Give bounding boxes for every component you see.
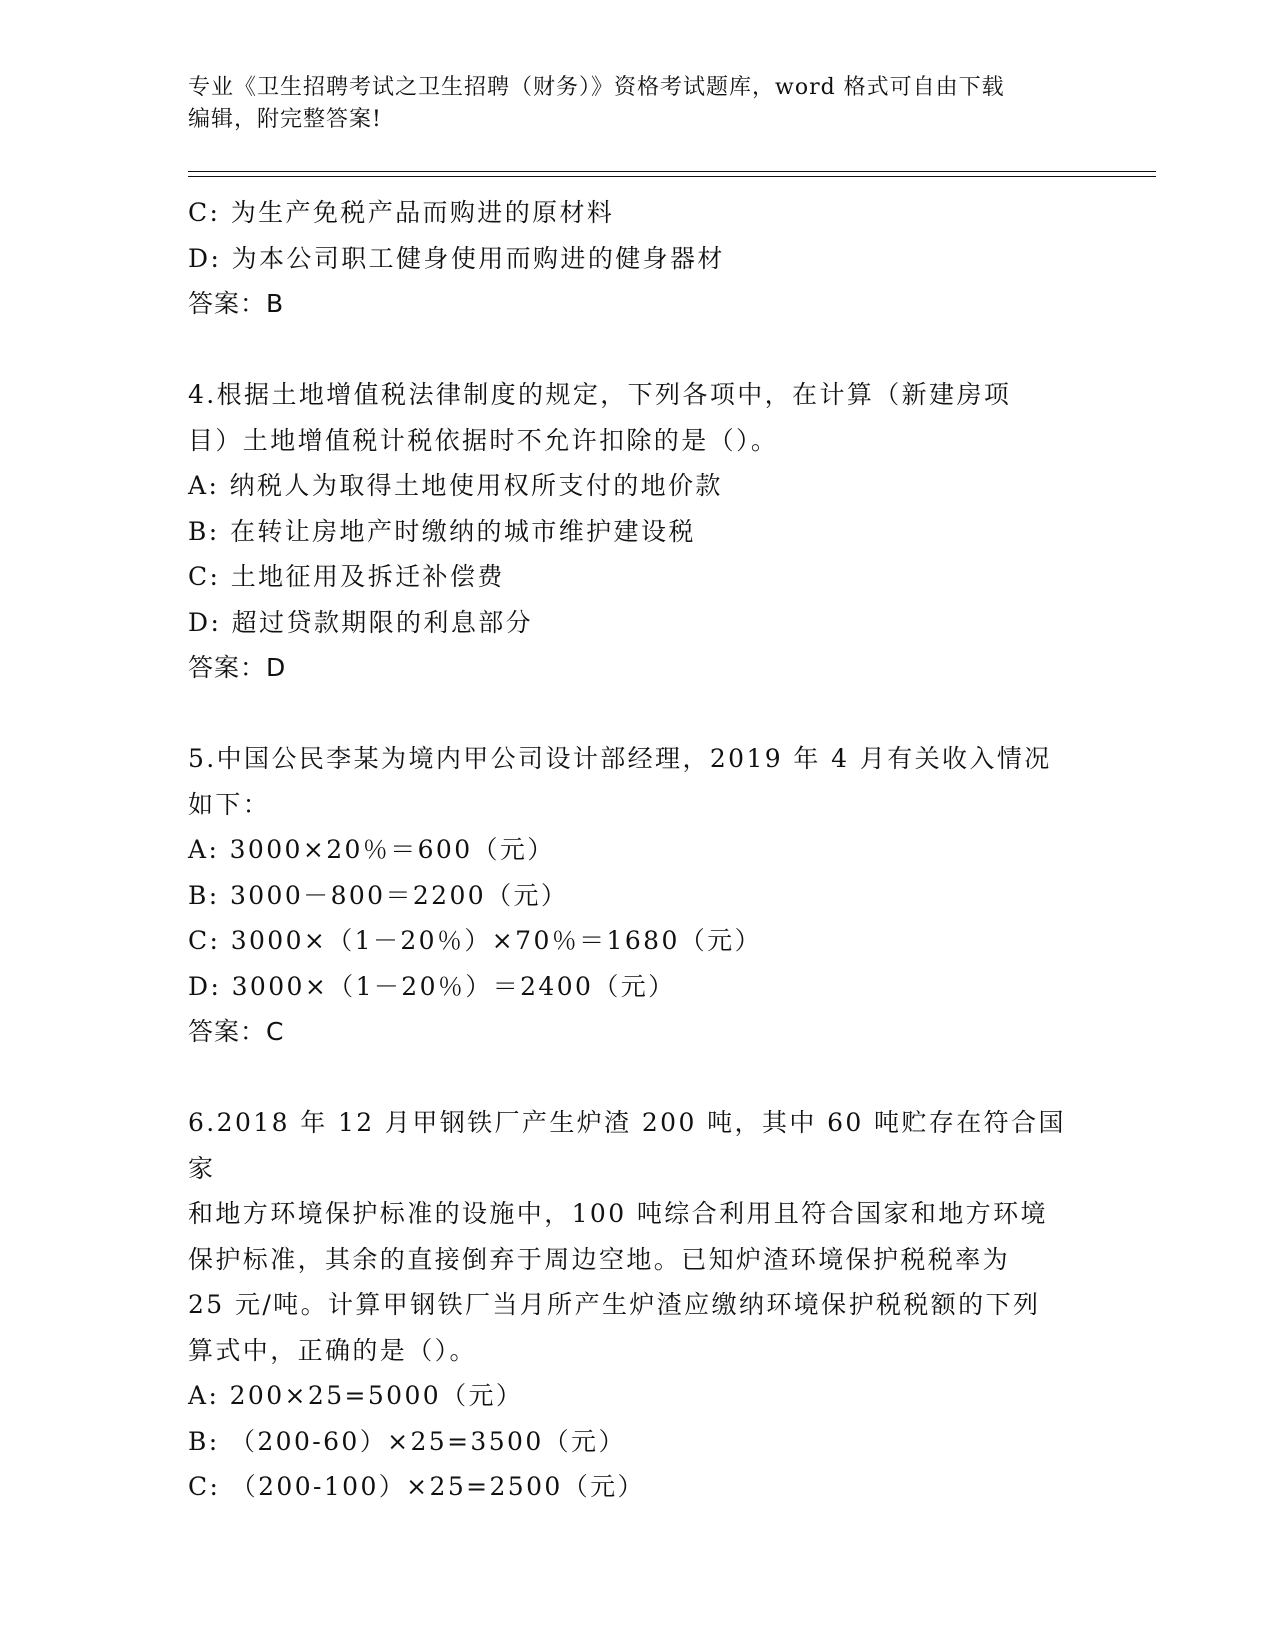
question-stem-line: 目）土地增值税计税依据时不允许扣除的是（）。 bbox=[188, 425, 779, 455]
option-c: C: 3000×（1－20％）×70％＝1680（元） bbox=[188, 926, 762, 955]
header-line-2: 编辑，附完整答案! bbox=[188, 107, 382, 132]
question-stem-line: 算式中，正确的是（）。 bbox=[188, 1335, 477, 1365]
spacer bbox=[188, 691, 1088, 737]
question-stem-line: 25 元/吨。计算甲钢铁厂当月所产生炉渣应缴纳环境保护税税额的下列 bbox=[188, 1290, 1041, 1319]
option-a: A: 纳税人为取得土地使用权所支付的地价款 bbox=[188, 471, 723, 500]
spacer bbox=[188, 327, 1088, 373]
option-d: D: 为本公司职工健身使用而购进的健身器材 bbox=[188, 243, 725, 273]
spacer bbox=[188, 1055, 1088, 1101]
option-b: B: 在转让房地产时缴纳的城市维护建设税 bbox=[188, 516, 696, 546]
answer-line: 答案：D bbox=[188, 653, 287, 682]
option-c: C: （200-100）×25=2500（元） bbox=[188, 1472, 645, 1501]
question-stem-line: 保护标准，其余的直接倒弃于周边空地。已知炉渣环境保护税税率为 bbox=[188, 1244, 1011, 1274]
question-stem-line: 5.中国公民李某为境内甲公司设计部经理，2019 年 4 月有关收入情况 bbox=[188, 744, 1052, 773]
question-3-continued bbox=[188, 190, 1088, 327]
option-d: D: 超过贷款期限的利息部分 bbox=[188, 607, 534, 637]
question-stem-line: 和地方环境保护标准的设施中，100 吨综合利用且符合国家和地方环境 bbox=[188, 1199, 1048, 1228]
question-4 bbox=[188, 372, 1088, 691]
header-rule-bottom bbox=[188, 176, 1156, 177]
answer-line: 答案：B bbox=[188, 289, 285, 318]
question-stem-line: 如下： bbox=[188, 789, 271, 819]
document-header bbox=[188, 72, 1088, 136]
option-b: B: 3000－800＝2200（元） bbox=[188, 880, 569, 910]
answer-line: 答案：C bbox=[188, 1017, 285, 1046]
header-rule-top bbox=[188, 171, 1156, 172]
document-body bbox=[188, 190, 1088, 1510]
question-stem-line: 4.根据土地增值税法律制度的规定，下列各项中，在计算（新建房项 bbox=[188, 380, 1012, 409]
option-d: D: 3000×（1－20％）＝2400（元） bbox=[188, 971, 676, 1001]
option-b: B: （200-60）×25=3500（元） bbox=[188, 1426, 626, 1456]
question-stem-line: 6.2018 年 12 月甲钢铁厂产生炉渣 200 吨，其中 60 吨贮存在符合国家 bbox=[188, 1108, 1066, 1183]
option-c: C: 为生产免税产品而购进的原材料 bbox=[188, 198, 615, 227]
header-line-1: 专业《卫生招聘考试之卫生招聘（财务）》资格考试题库，word 格式可自由下载 bbox=[188, 75, 1005, 100]
question-5 bbox=[188, 736, 1088, 1055]
option-a: A: 3000×20％＝600（元） bbox=[188, 835, 555, 864]
question-6 bbox=[188, 1100, 1088, 1510]
option-a: A: 200×25=5000（元） bbox=[188, 1381, 524, 1410]
option-c: C: 土地征用及拆迁补偿费 bbox=[188, 562, 505, 591]
